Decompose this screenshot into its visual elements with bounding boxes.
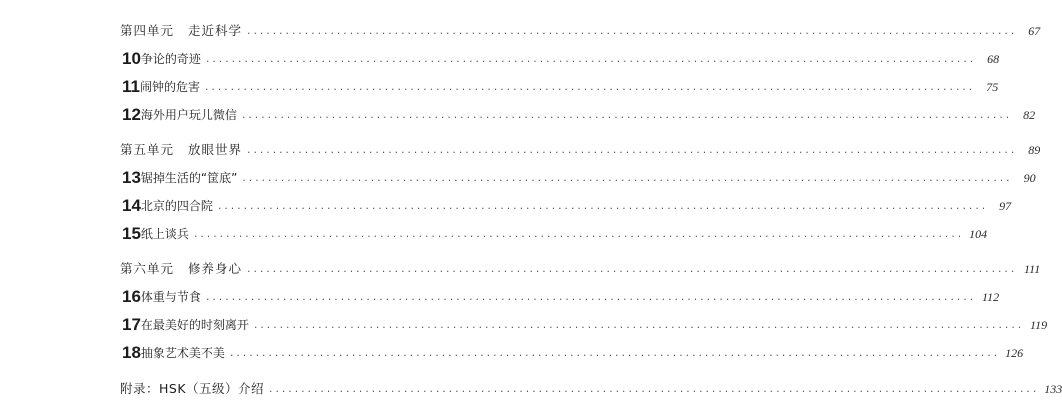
unit-title: 走近科学 (188, 23, 243, 38)
lesson-number: 12 (122, 105, 141, 124)
unit-label: 第四单元 (120, 23, 175, 38)
lesson-entry[interactable] (120, 39, 1000, 68)
lesson-title: 争论的奇迹 (140, 52, 201, 66)
lesson-title: 闹钟的危害 (139, 80, 200, 94)
page-number: 89 (1028, 143, 1041, 157)
lesson-number: 11 (122, 77, 140, 96)
dot-leader: ........................................................................................................................ (246, 27, 1017, 37)
lesson-title: 海外用户玩儿微信 (140, 108, 237, 122)
lesson-number: 18 (122, 343, 141, 362)
lesson-entry[interactable] (120, 67, 999, 96)
dot-leader: ........................................................................................................................ (246, 146, 1017, 156)
appendix-title: 附录：HSK（五级）介绍 (120, 381, 265, 396)
lesson-entry[interactable] (120, 333, 1024, 362)
lesson-title: 北京的四合院 (140, 199, 213, 213)
page-number: 82 (1023, 108, 1036, 122)
lesson-title: 纸上谈兵 (140, 227, 189, 241)
dot-leader: ........................................................................................................................ (204, 83, 975, 93)
lesson-title: 抽象艺术美不美 (140, 346, 225, 360)
unit-title: 放眼世界 (188, 142, 243, 157)
dot-leader: ........................................................................................................................ (246, 265, 1017, 275)
dot-leader: ........................................................................................................................ (240, 111, 1012, 121)
unit-title: 修养身心 (188, 261, 243, 276)
dot-leader: ........................................................................................................................ (228, 349, 1000, 359)
page-number: 90 (1023, 171, 1036, 185)
table-of-contents (120, 8, 1062, 397)
dot-leader: ........................................................................................................................ (252, 321, 1024, 331)
lesson-number: 17 (122, 315, 141, 334)
dot-leader: ........................................................................................................................ (192, 230, 964, 240)
dot-leader: ........................................................................................................................ (241, 174, 1012, 184)
lesson-number: 10 (122, 49, 141, 68)
lesson-entry[interactable] (120, 214, 988, 243)
page-number: 75 (986, 80, 999, 94)
page-number: 67 (1028, 24, 1041, 38)
lesson-entry[interactable] (120, 305, 1048, 334)
page-number: 126 (1005, 346, 1024, 360)
lesson-title: 体重与节食 (140, 290, 201, 304)
page-number: 97 (999, 199, 1012, 213)
unit-heading[interactable] (120, 127, 1041, 158)
lesson-entry[interactable] (120, 186, 1012, 215)
lesson-entry[interactable] (120, 277, 1000, 306)
lesson-number: 13 (122, 168, 141, 187)
page-number: 119 (1030, 318, 1048, 332)
unit-heading[interactable] (120, 246, 1041, 277)
dot-leader: ........................................................................................................................ (268, 385, 1039, 395)
appendix-entry[interactable] (120, 367, 1062, 397)
unit-label: 第五单元 (120, 142, 175, 157)
page-number: 111 (1024, 262, 1041, 276)
lesson-title: 在最美好的时刻离开 (140, 318, 249, 332)
dot-leader: ........................................................................................................................ (204, 55, 976, 65)
page-number: 112 (982, 290, 1000, 304)
page-number: 133 (1044, 382, 1062, 396)
dot-leader: ........................................................................................................................ (204, 293, 976, 303)
dot-leader: ........................................................................................................................ (216, 202, 988, 212)
lesson-number: 14 (122, 196, 141, 215)
lesson-number: 15 (122, 224, 141, 243)
lesson-entry[interactable] (120, 158, 1036, 187)
unit-label: 第六单元 (120, 261, 175, 276)
lesson-entry[interactable] (120, 95, 1036, 124)
lesson-number: 16 (122, 287, 141, 306)
lesson-title: 锯掉生活的“筐底” (140, 171, 238, 185)
page-number: 68 (987, 52, 1000, 66)
page-number: 104 (969, 227, 988, 241)
unit-heading[interactable] (120, 8, 1041, 39)
